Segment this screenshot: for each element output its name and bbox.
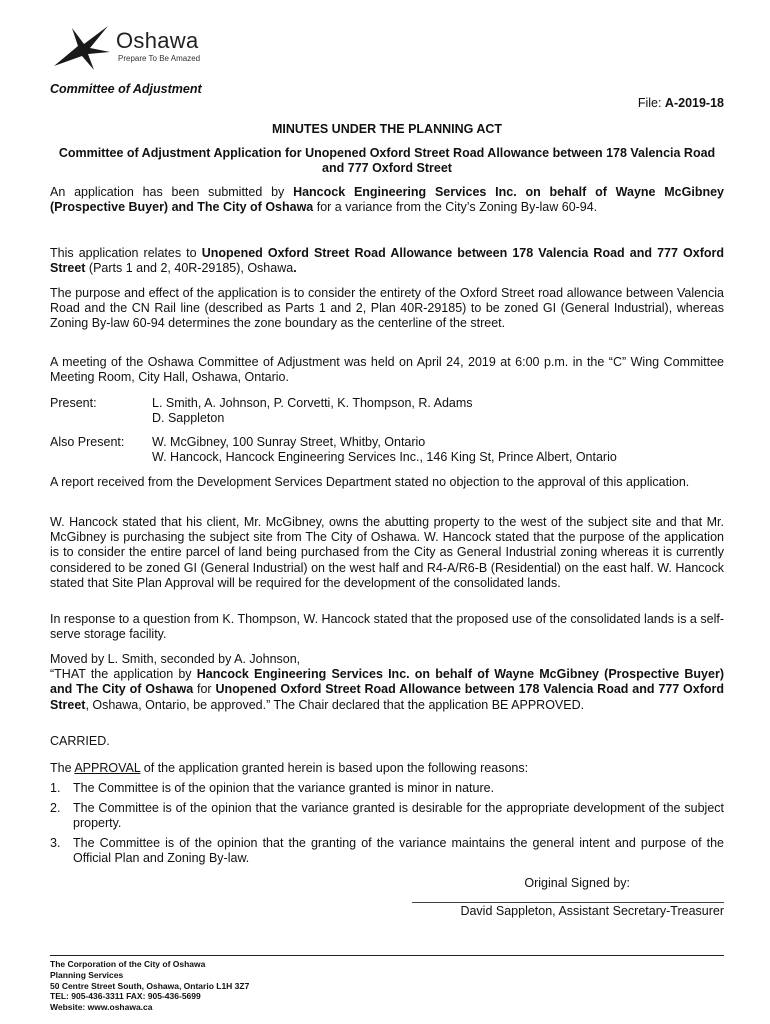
reason-item: The Committee is of the opinion that the variance granted is minor in nature.: [73, 781, 495, 795]
paragraph-report: A report received from the Development Services Department stated no objection to the approval of this application.: [50, 475, 690, 489]
oshawa-logo: [50, 22, 240, 72]
paragraph-location: This application relates to Unopened Oxford Street Road Allowance between 178 Valencia Road and 777 Oxford Street (Parts 1 and 2, 40R-29185), Oshawa.: [50, 246, 724, 276]
file-label: File:: [637, 96, 662, 110]
present-names: L. Smith, A. Johnson, P. Corvetti, K. Thompson, R. Adams D. Sappleton: [152, 396, 473, 426]
paragraph-meeting: A meeting of the Oshawa Committee of Adjustment was held on April 24, 2019 at 6:00 p.m. in the “C” Wing Committee Meeting Room, City Hall, Oshawa, Ontario.: [50, 355, 724, 385]
also-present-label: Also Present:: [50, 435, 125, 449]
file-number-line: [638, 96, 724, 110]
reason-number: 3.: [50, 836, 61, 850]
logo-tagline: Prepare To Be Amazed: [118, 54, 201, 63]
oshawa-star-icon: [50, 22, 114, 72]
logo-name: Oshawa: [116, 28, 199, 53]
footer-divider: [50, 955, 724, 956]
also-present-names: W. McGibney, 100 Sunray Street, Whitby, Ontario W. Hancock, Hancock Engineering Services Inc., 146 King St, Prince Albert, Ontario: [152, 435, 617, 465]
paragraph-hancock-statement: W. Hancock stated that his client, Mr. McGibney, owns the abutting property to the west of the subject site and that Mr. McGibney is purchasing the subject site from The City of Oshawa. W. Hancock stated that the purpose of the application is to consider the entire parcel of land being purchased from the City as General Industrial zoning whereas it is currently considered to be zoned GI (General Industrial) on the west half and R4-A/R6-B (Residential) on the east half. W. Hancock stated that Site Plan Approval will be required for the development of the consolidated lands.: [50, 515, 724, 590]
document-title: MINUTES UNDER THE PLANNING ACT: [271, 122, 503, 136]
document-subtitle: Committee of Adjustment Application for Unopened Oxford Street Road Allowance between 178 Valencia Road and 777 Oxford Street: [58, 146, 716, 175]
signature-line: [412, 902, 724, 903]
original-signed: Original Signed by:: [524, 876, 630, 890]
paragraph-question: In response to a question from K. Thompson, W. Hancock stated that the proposed use of the consolidated lands is a self-serve storage facility.: [50, 612, 724, 642]
carried-text: CARRIED.: [50, 734, 110, 748]
committee-heading: Committee of Adjustment: [50, 82, 202, 96]
paragraph-motion: Moved by L. Smith, seconded by A. Johnson, “THAT the application by Hancock Engineering Services Inc. on behalf of Wayne McGibney (Prospective Buyer) and The City of Oshawa for Unopened Oxford Street Road Allowance between 178 Valencia Road and 777 Oxford Street, Oshawa, Ontario, be approved.” The Chair declared that the application BE APPROVED.: [50, 652, 725, 712]
paragraph-purpose: The purpose and effect of the application is to consider the entirety of the Oxford Street road allowance between Valencia Road and the CN Rail line (described as Parts 1 and 2, Plan 40R-29185) to be zoned GI (General Industrial), whereas Zoning By-law 60-94 determines the zone boundary as the centerline of the street.: [50, 286, 724, 331]
signatory-name: David Sappleton, Assistant Secretary-Treasurer: [460, 904, 724, 918]
paragraph-application: An application has been submitted by Hancock Engineering Services Inc. on behalf of Wayne McGibney (Prospective Buyer) and The City of Oshawa for a variance from the City’s Zoning By-law 60-94.: [50, 185, 724, 215]
file-number: A-2019-18: [664, 96, 724, 110]
reason-number: 1.: [50, 781, 61, 795]
reasons-intro: The APPROVAL of the application granted herein is based upon the following reasons:: [50, 761, 529, 775]
reason-number: 2.: [50, 801, 61, 815]
present-label: Present:: [50, 396, 97, 410]
reason-item: The Committee is of the opinion that the granting of the variance maintains the general intent and purpose of the Official Plan and Zoning By-law.: [73, 836, 724, 866]
footer-address: The Corporation of the City of Oshawa Planning Services 50 Centre Street South, Oshawa, Ontario L1H 3Z7 TEL: 905-436-3311 FAX: 905-436-5699 Website: www.oshawa.ca: [50, 959, 250, 1013]
reason-item: The Committee is of the opinion that the variance granted is desirable for the appropriate development of the subject property.: [73, 801, 724, 831]
